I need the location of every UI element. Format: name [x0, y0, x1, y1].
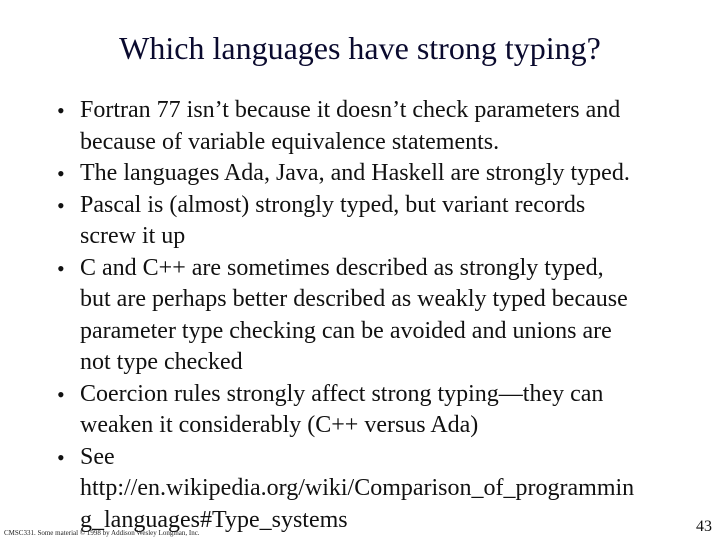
- bullet-list: [57, 95, 697, 536]
- bullet-item: [57, 442, 697, 537]
- bullet-text: Pascal is (almost) strongly typed, but variant records screw it up: [80, 191, 586, 249]
- bullet-item: [57, 158, 697, 190]
- bullet-item: [57, 253, 697, 379]
- bullet-icon: •: [57, 192, 65, 218]
- bullet-icon: •: [57, 161, 65, 186]
- bullet-icon: •: [57, 255, 65, 281]
- bullet-icon: •: [57, 98, 65, 123]
- bullet-icon: •: [57, 381, 65, 407]
- page-number: 43: [696, 518, 712, 535]
- bullet-text: Coercion rules strongly affect strong typing—they can weaken it considerably (C++ versus Ada): [80, 380, 604, 438]
- bullet-item: [57, 95, 697, 158]
- slide-title: Which languages have strong typing?: [119, 30, 601, 66]
- bullet-text: The languages Ada, Java, and Haskell are strongly typed.: [80, 160, 630, 186]
- footer-credit: CMSC331. Some material © 1998 by Addison Wesley Longman, Inc.: [4, 529, 200, 537]
- bullet-item: [57, 190, 697, 253]
- bullet-icon: •: [57, 444, 65, 470]
- bullet-item: [57, 379, 697, 442]
- bullet-text: See http://en.wikipedia.org/wiki/Comparison_of_programmin g_languages#Type_systems: [80, 443, 635, 533]
- bullet-text: C and C++ are sometimes described as strongly typed, but are perhaps better described as weakly typed because parameter type checking can be avoided and unions are not type checked: [80, 254, 628, 375]
- bullet-text: Fortran 77 isn’t because it doesn’t check parameters and because of variable equivalence statements.: [80, 97, 621, 155]
